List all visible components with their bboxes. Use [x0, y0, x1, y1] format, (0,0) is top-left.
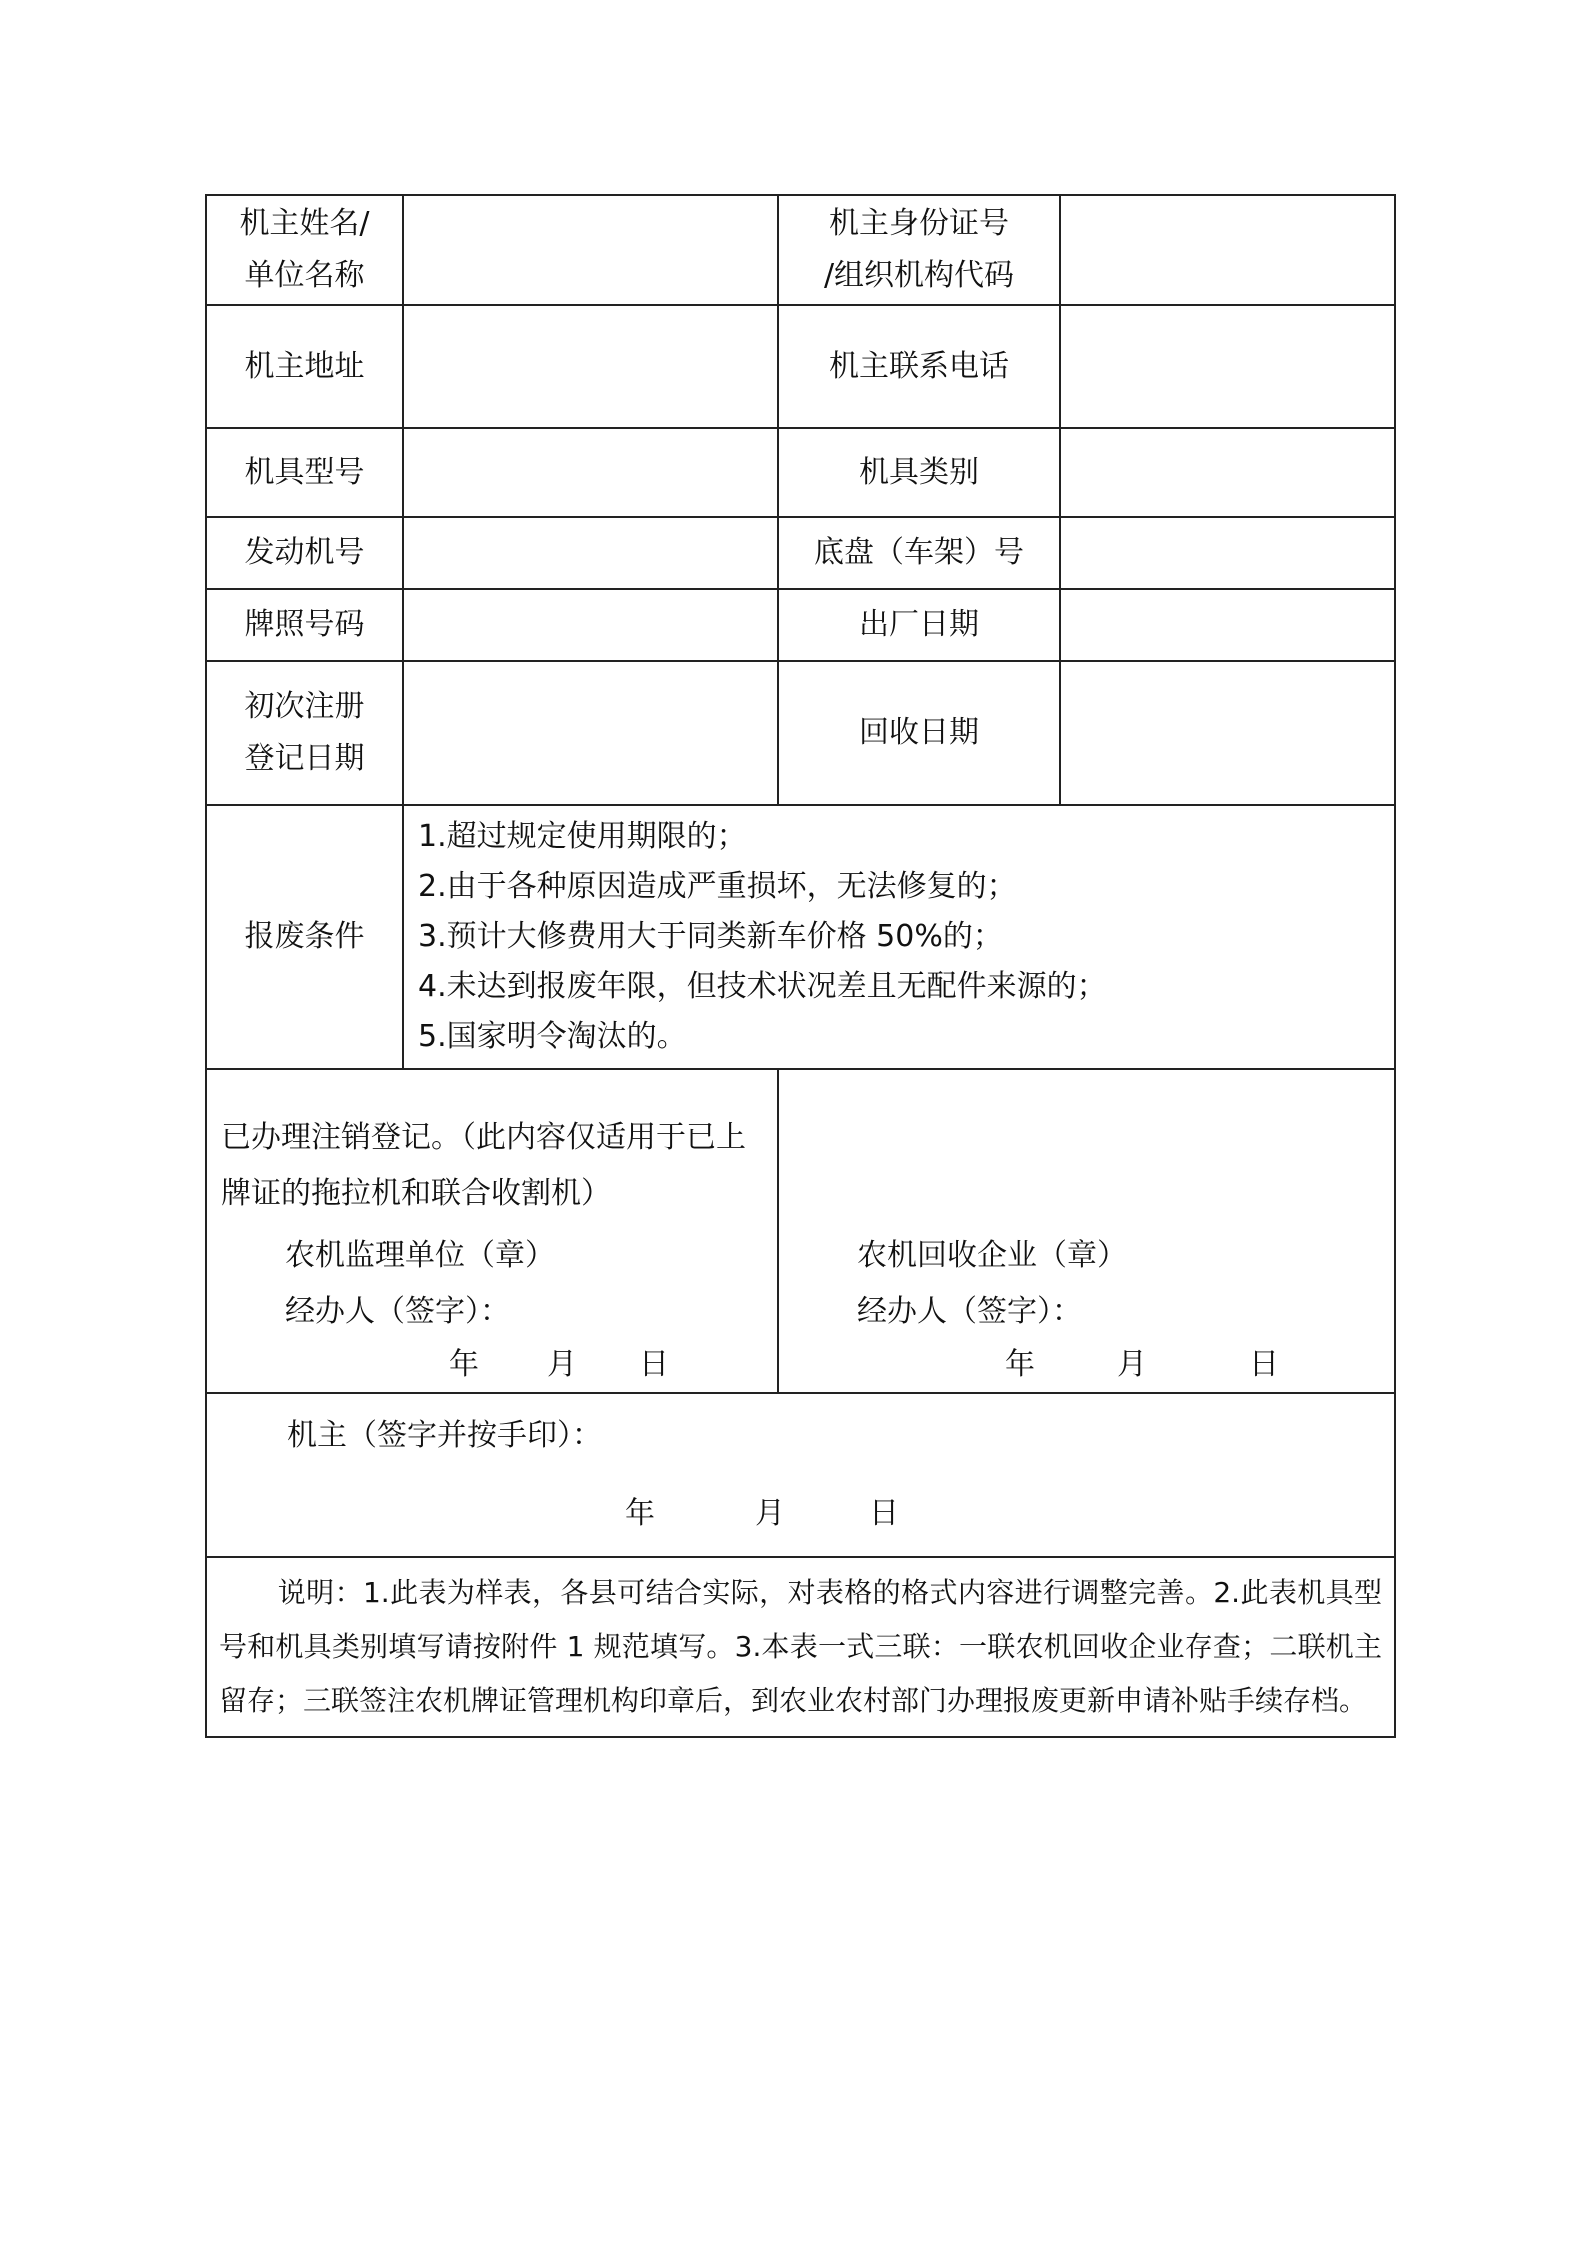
- scrap-form-table: [205, 194, 1396, 1738]
- label-text: 底盘（车架）号: [814, 535, 1024, 570]
- date-day: 日: [869, 1496, 899, 1531]
- date-month: 月: [547, 1347, 577, 1382]
- supervision-signature-cell[interactable]: [206, 1069, 778, 1393]
- label-text: 机主联系电话: [829, 348, 1009, 384]
- date-month: 月: [1117, 1347, 1147, 1382]
- owner-phone-label: [778, 305, 1060, 428]
- date-month: 月: [755, 1496, 785, 1531]
- condition-item: 4.未达到报废年限，但技术状况差且无配件来源的；: [418, 969, 1107, 1004]
- manufacture-date-field[interactable]: [1060, 589, 1395, 661]
- recycling-signature-cell[interactable]: [778, 1069, 1395, 1393]
- label-text: 机主身份证号 /组织机构代码: [823, 206, 1015, 293]
- machine-model-label: [206, 428, 403, 517]
- date-year: 年: [625, 1496, 655, 1531]
- machine-category-label: [778, 428, 1060, 517]
- scrap-conditions-list: [403, 805, 1395, 1069]
- table-row: [206, 1557, 1395, 1737]
- recycling-company-seal: 农机回收企业（章）: [857, 1238, 1127, 1273]
- date-day: 日: [639, 1347, 669, 1382]
- cancel-registration-note: 已办理注销登记。（此内容仅适用于已上牌证的拖拉机和联合收割机）: [221, 1120, 746, 1211]
- owner-address-field[interactable]: [403, 305, 778, 428]
- owner-signature-cell[interactable]: [206, 1393, 1395, 1557]
- label-text: 机具类别: [859, 454, 979, 490]
- date-year: 年: [1005, 1347, 1035, 1382]
- label-text: 机具型号: [244, 454, 365, 490]
- table-row: [206, 1069, 1395, 1393]
- condition-item: 3.预计大修费用大于同类新车价格 50%的；: [418, 919, 1003, 954]
- table-row: [206, 589, 1395, 661]
- chassis-number-field[interactable]: [1060, 517, 1395, 589]
- table-row: [206, 517, 1395, 589]
- label-text: 出厂日期: [859, 607, 979, 642]
- table-row: [206, 661, 1395, 805]
- supervision-unit-seal: 农机监理单位（章）: [285, 1238, 555, 1273]
- scrap-conditions-label: [206, 805, 403, 1069]
- table-row: [206, 428, 1395, 517]
- table-row: [206, 195, 1395, 305]
- engine-number-label: [206, 517, 403, 589]
- owner-signature-label: 机主（签字并按手印）：: [287, 1418, 602, 1453]
- condition-item: 1.超过规定使用期限的；: [418, 819, 747, 854]
- plate-number-label: [206, 589, 403, 661]
- remark-note: 说明：1.此表为样表，各县可结合实际，对表格的格式内容进行调整完善。2.此表机具型号和机具类别填写请按附件 1 规范填写。3.本表一式三联：一联农机回收企业存查；二联机主留存；三联签注农机牌证管理机构印章后，到农业农村部门办理报废更新申请补贴手续存档。: [206, 1557, 1395, 1737]
- label-text: 回收日期: [859, 715, 979, 750]
- owner-address-label: [206, 305, 403, 428]
- chassis-number-label: [778, 517, 1060, 589]
- table-row: [206, 1393, 1395, 1557]
- recycle-date-label: [778, 661, 1060, 805]
- label-text: 初次注册 登记日期: [244, 689, 365, 776]
- machine-category-field[interactable]: [1060, 428, 1395, 517]
- condition-item: 2.由于各种原因造成严重损坏，无法修复的；: [418, 869, 1017, 904]
- label-text: 发动机号: [244, 535, 365, 570]
- owner-name-field[interactable]: [403, 195, 778, 305]
- label-text: 机主地址: [244, 348, 365, 384]
- date-year: 年: [449, 1347, 479, 1382]
- label-text: 机主姓名/ 单位名称: [239, 206, 370, 293]
- handler-signature-label: 经办人（签字）：: [857, 1294, 1082, 1329]
- condition-item: 5.国家明令淘汰的。: [418, 1019, 687, 1054]
- date-day: 日: [1249, 1347, 1279, 1382]
- label-text: 报废条件: [244, 919, 365, 954]
- owner-id-label: [778, 195, 1060, 305]
- table-row: [206, 805, 1395, 1069]
- handler-signature-label: 经办人（签字）：: [285, 1294, 510, 1329]
- recycle-date-field[interactable]: [1060, 661, 1395, 805]
- label-text: 牌照号码: [244, 607, 365, 642]
- owner-id-field[interactable]: [1060, 195, 1395, 305]
- engine-number-field[interactable]: [403, 517, 778, 589]
- owner-name-label: [206, 195, 403, 305]
- table-row: [206, 305, 1395, 428]
- registration-date-field[interactable]: [403, 661, 778, 805]
- manufacture-date-label: [778, 589, 1060, 661]
- owner-phone-field[interactable]: [1060, 305, 1395, 428]
- machine-model-field[interactable]: [403, 428, 778, 517]
- plate-number-field[interactable]: [403, 589, 778, 661]
- registration-date-label: [206, 661, 403, 805]
